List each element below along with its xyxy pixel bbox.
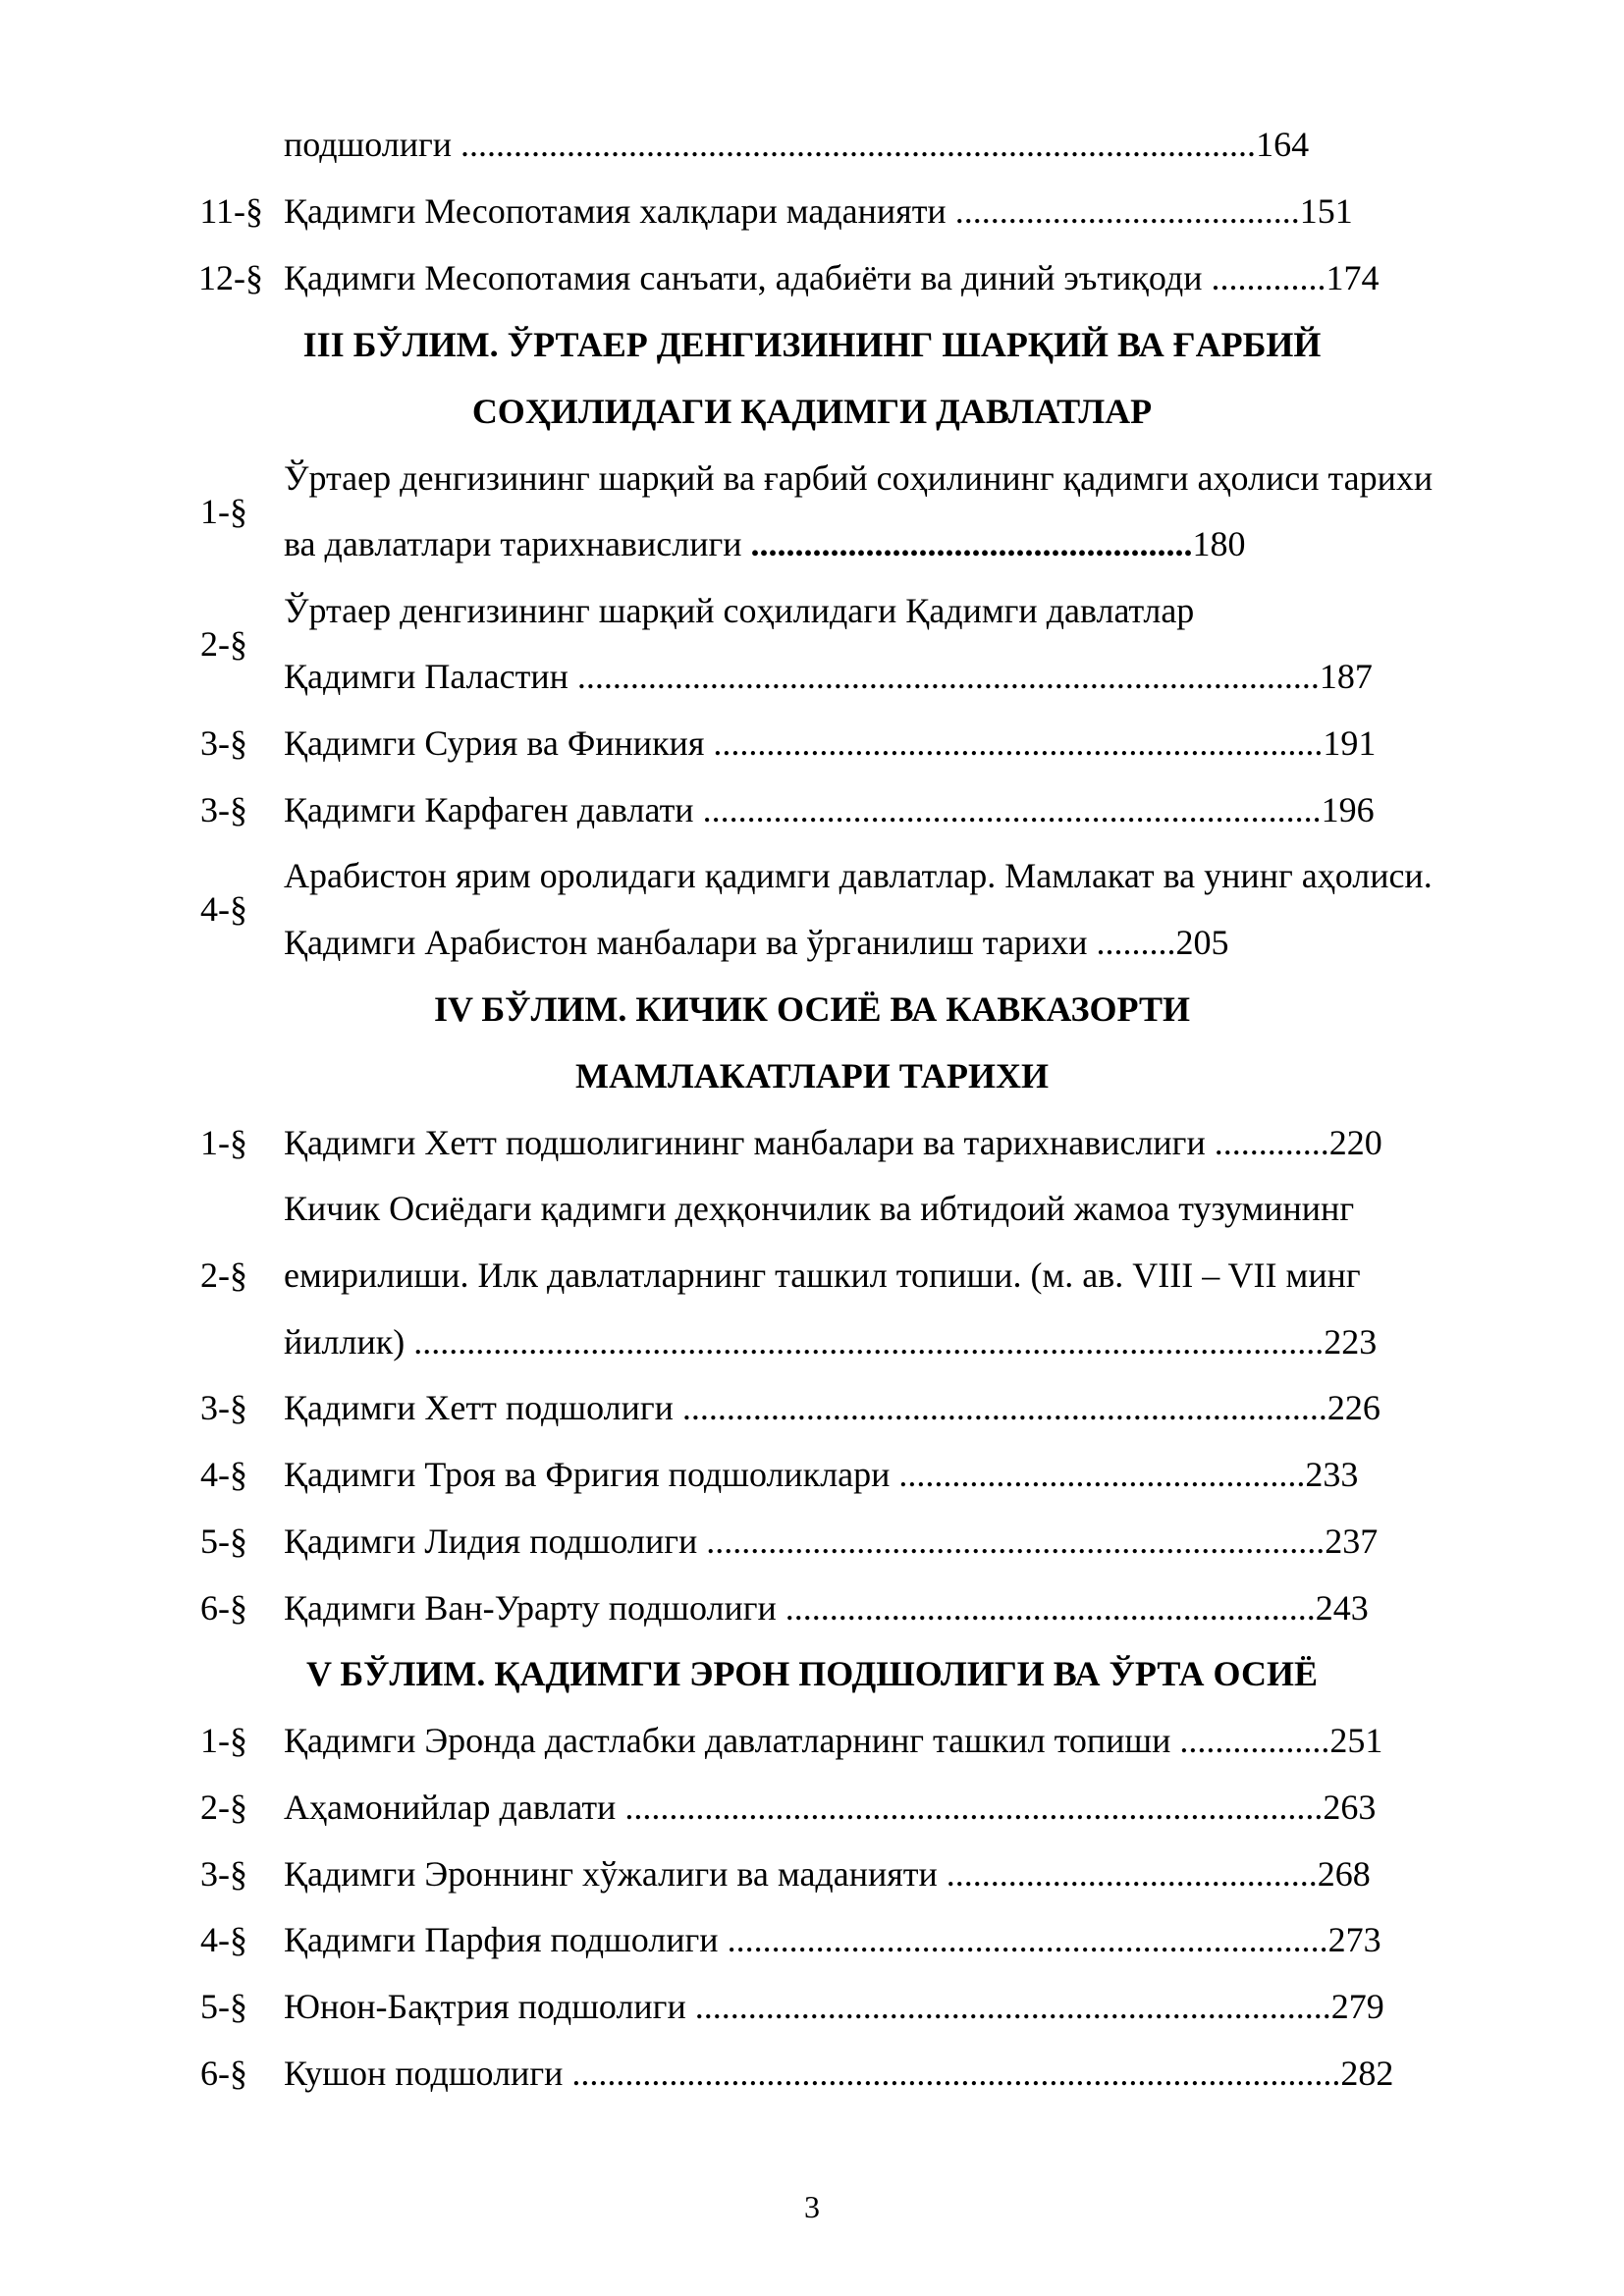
toc-entry-number: 1-§ (200, 1721, 247, 1760)
section-heading: IV БЎЛИМ. КИЧИК ОСИЁ ВА КАВКАЗОРТИ (434, 989, 1190, 1029)
toc-entry-text: Қадимги Хетт подшолиги .........................................................................226 (284, 1388, 1380, 1427)
toc-entry-text: Ўртаер денгизининг шарқий ва ғарбий соҳилининг қадимги аҳолиси тарихи (284, 458, 1434, 498)
toc-entry-page: 174 (1326, 258, 1380, 297)
toc-entry-text: ва давлатлари тарихнавислиги (284, 524, 751, 563)
toc-entry-text: Қадимги Эроннинг хўжалиги ва маданияти ..........................................268 (284, 1854, 1371, 1894)
toc-entry-number: 6-§ (200, 2054, 247, 2093)
toc-entry-text: Арабистон ярим оролидаги қадимги давлатлар. Мамлакат ва унинг аҳолиси. (284, 856, 1433, 895)
toc-entry-number: 6-§ (200, 1588, 247, 1628)
toc-entry-text: йиллик) .......................................................................................................223 (284, 1322, 1378, 1362)
toc-entry-text: Аҳамонийлар давлати ...............................................................................263 (284, 1788, 1377, 1827)
toc-entry-number: 3-§ (200, 1388, 247, 1427)
toc-entry-text: Қадимги Парфия подшолиги ....................................................................273 (284, 1920, 1381, 1959)
toc-entry-text: Ўртаер денгизининг шарқий соҳилидаги Қадимги давлатлар (284, 591, 1195, 630)
toc-entry-text: Қадимги Лидия подшолиги ......................................................................237 (284, 1522, 1379, 1561)
toc-entry-text: Қадимги Эронда дастлабки давлатларнинг ташкил топиши .................251 (284, 1721, 1383, 1760)
toc-entry-number: 11-§ (199, 191, 263, 231)
toc-entry-number: 12-§ (198, 258, 263, 297)
toc-entry-number: 4-§ (200, 1455, 247, 1494)
toc-entry-text: Қадимги Хетт подшолигининг манбалари ва тарихнавислиги .............220 (284, 1123, 1382, 1162)
toc-entry-number: 3-§ (200, 790, 247, 829)
toc-entry-text: Юнон-Бақтрия подшолиги ........................................................................279 (284, 1987, 1384, 2026)
toc-entry-number: 5-§ (200, 1987, 247, 2026)
toc-entry-page: 164 (1256, 125, 1310, 164)
toc-entry-text: Қадимги Паластин ....................................................................................187 (284, 657, 1373, 696)
toc-entry-text: подшолиги .......................................................................................... (284, 125, 1257, 164)
toc-entry-number: 3-§ (200, 1854, 247, 1894)
section-heading: V БЎЛИМ. ҚАДИМГИ ЭРОН ПОДШОЛИГИ ВА ЎРТА ОСИЁ (305, 1654, 1319, 1693)
toc-entry (284, 523, 1246, 564)
toc-entry-page: 180 (1192, 524, 1246, 563)
toc-entry-continuation (284, 124, 1309, 165)
section-heading: III БЎЛИМ. ЎРТАЕР ДЕНГИЗИНИНГ ШАРҚИЙ ВА ҒАРБИЙ (302, 325, 1322, 364)
toc-entry-text: Кушон подшолиги .......................................................................................282 (284, 2054, 1394, 2093)
toc-entry-number: 3-§ (200, 723, 247, 763)
section-heading: СОҲИЛИДАГИ ҚАДИМГИ ДАВЛАТЛАР (471, 392, 1153, 431)
toc-entry-text: емирилиши. Илк давлатларнинг ташкил топиши. (м. ав. VIII – VII минг (284, 1255, 1361, 1295)
toc-entry-dots: .................................................. (750, 524, 1193, 563)
toc-entry-number: 1-§ (200, 1123, 247, 1162)
toc-entry-text: Кичик Осиёдаги қадимги деҳқончилик ва ибтидоий жамоа тузумининг (284, 1189, 1355, 1228)
toc-entry-number: 2-§ (200, 1255, 247, 1295)
toc-entry-text: Қадимги Троя ва Фригия подшоликлари ..............................................233 (284, 1455, 1359, 1494)
toc-entry-text: Қадимги Месопотамия халқлари маданияти ....................................... (284, 191, 1300, 231)
toc-entry-number: 2-§ (200, 624, 247, 664)
toc-entry-number: 2-§ (200, 1788, 247, 1827)
page-number: 3 (804, 2189, 820, 2224)
toc-entry-number: 5-§ (200, 1522, 247, 1561)
toc-entry (284, 257, 1379, 298)
toc-entry-number: 1-§ (200, 492, 247, 531)
section-heading: МАМЛАКАТЛАРИ ТАРИХИ (575, 1056, 1049, 1095)
toc-entry-text: Қадимги Сурия ва Финикия .....................................................................191 (284, 723, 1377, 763)
toc-entry-page: 151 (1299, 191, 1353, 231)
toc-entry (284, 190, 1353, 232)
toc-entry-text: Қадимги Ван-Урарту подшолиги ............................................................243 (284, 1588, 1369, 1628)
toc-entry-number: 4-§ (200, 889, 247, 929)
toc-entry-number: 4-§ (200, 1920, 247, 1959)
toc-entry-text: Қадимги Месопотамия санъати, адабиёти ва диний эътиқоди ............. (284, 258, 1326, 297)
toc-entry-text: Қадимги Карфаген давлати ......................................................................196 (284, 790, 1375, 829)
toc-entry-text: Қадимги Арабистон манбалари ва ўрганилиш тарихи .........205 (284, 923, 1229, 962)
